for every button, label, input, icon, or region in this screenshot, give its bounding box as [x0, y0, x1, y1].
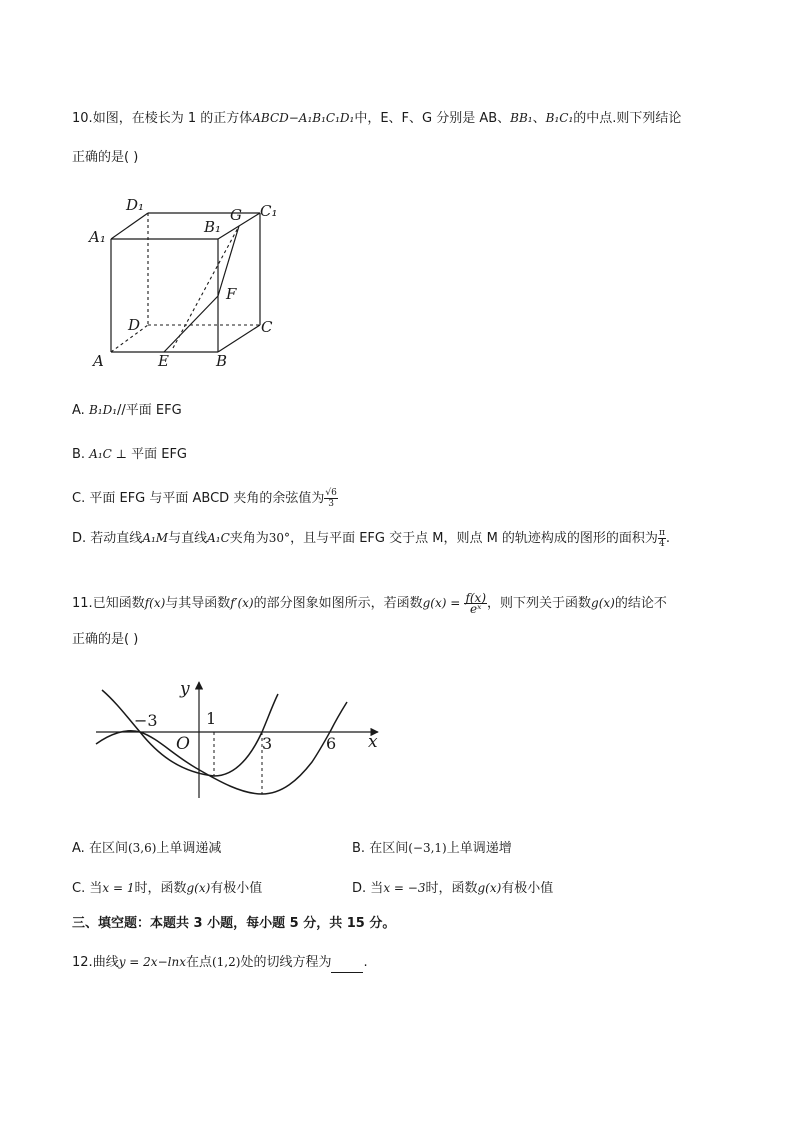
label-e: E [158, 352, 169, 370]
label-x: x [368, 732, 378, 752]
curve-f-prime [102, 690, 278, 776]
q11-option-d[interactable]: D. 当x = −3时，函数g(x)有极小值 [352, 881, 554, 896]
label-origin: O [176, 734, 190, 754]
q11-stem-line2: 正确的是( ) [72, 632, 139, 647]
cube-name: ABCD−A₁B₁C₁D₁ [252, 111, 355, 125]
answer-blank[interactable] [331, 958, 363, 973]
q12-number: 12. [72, 955, 93, 970]
q11-number: 11. [72, 596, 93, 611]
label-b: B [216, 352, 228, 370]
q11-stem: 11.已知函数f(x)与其导函数f′(x)的部分图象如图所示，若函数g(x) = $\frac{f(x)}{\text{eˣ}}$ ，则下列关于函数g(x)的结论不 [72, 591, 667, 616]
label-d1: D₁ [126, 196, 145, 214]
q11-option-c[interactable]: C. 当x = 1时，函数g(x)有极小值 [72, 881, 263, 896]
label-c1: C₁ [260, 202, 278, 220]
q10-stem-line2: 正确的是( ) [72, 150, 139, 165]
fraction-fx-over-ex: $\frac{f(x)}{\text{eˣ}}$ [465, 591, 487, 616]
edge-bc [218, 325, 260, 352]
label-6: 6 [326, 734, 337, 753]
label-c: C [261, 318, 273, 336]
label-a: A [93, 352, 104, 370]
label-g: G [230, 206, 242, 224]
segment-ef [164, 296, 218, 352]
q10-option-a[interactable]: A. B₁D₁//平面 EFG [72, 403, 182, 418]
q10-option-b[interactable]: B. A₁C ⊥ 平面 EFG [72, 447, 188, 462]
section-heading: 三、填空题：本题共 3 小题，每小题 5 分，共 15 分。 [72, 916, 396, 931]
cube-figure [84, 196, 294, 374]
q10-stem: 10.如图，在棱长为 1 的正方体ABCD−A₁B₁C₁D₁中，E、F、G 分别是 AB、BB₁、B₁C₁的中点.则下列结论 [72, 111, 682, 126]
label-3: 3 [262, 734, 273, 753]
q12-stem: 12.曲线y = 2x−lnx在点(1,2)处的切线方程为 . [72, 952, 368, 973]
q10-option-d[interactable]: D. 若动直线A₁M与直线A₁C夹角为30°，且与平面 EFG 交于点 M，则点 M 的轨迹构成的图形的面积为 $\frac{\pi}{4}$ . [72, 528, 670, 549]
label-d: D [128, 316, 141, 334]
q11-option-a[interactable]: A. 在区间(3,6)上单调递减 [72, 841, 222, 856]
label-a1: A₁ [89, 228, 106, 246]
label-neg3: −3 [134, 711, 158, 730]
fraction-pi-over-4: $\frac{\pi}{4}$ [658, 528, 665, 549]
label-f: F [226, 285, 237, 303]
function-graph [92, 672, 392, 804]
label-1: 1 [206, 709, 217, 728]
fraction-sqrt6-over-3: $\frac{√6}{3}$ [325, 488, 337, 509]
q10-number: 10. [72, 111, 93, 126]
q10-option-c[interactable]: C. 平面 EFG 与平面 ABCD 夹角的余弦值为 $\frac{√6}{3}$ [72, 488, 337, 509]
label-b1: B₁ [204, 218, 222, 236]
label-y: y [180, 679, 190, 699]
q11-option-b[interactable]: B. 在区间(−3,1)上单调递增 [352, 841, 512, 856]
edge-a1d1 [111, 213, 148, 239]
